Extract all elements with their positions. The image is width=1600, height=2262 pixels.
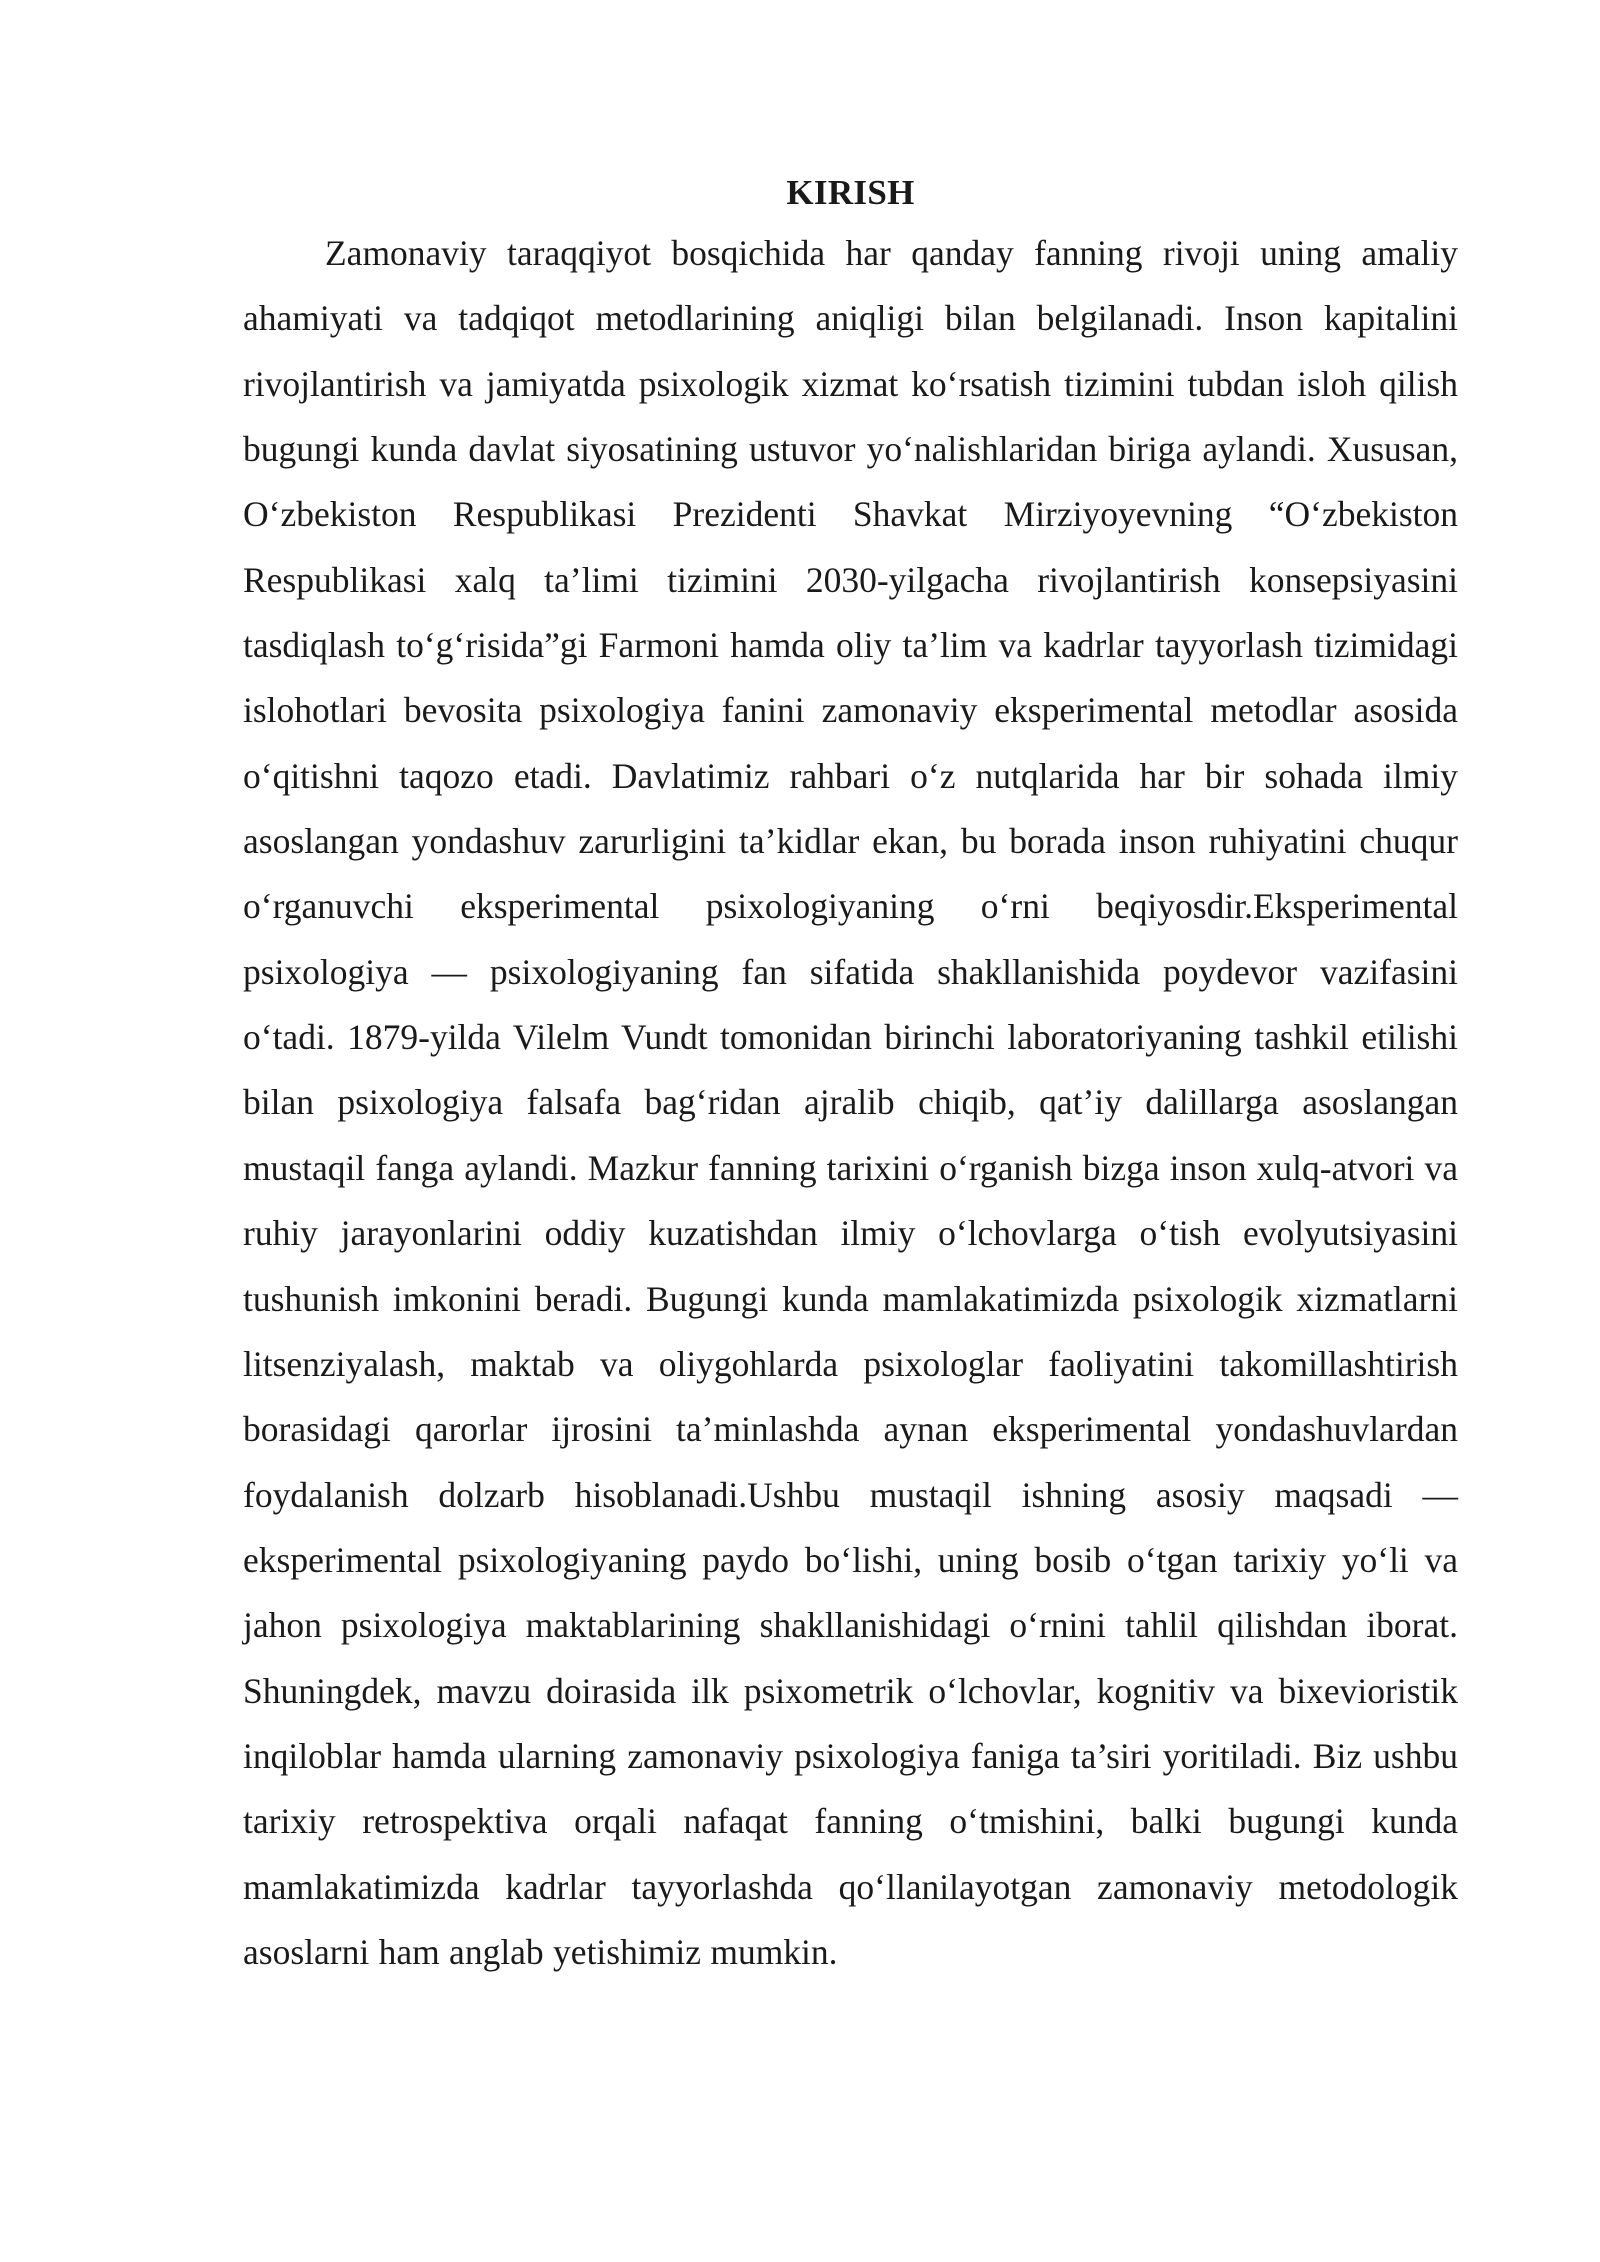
page-title: KIRISH [786,173,915,212]
body-paragraph: Zamonaviy taraqqiyot bosqichida har qanday fanning rivoji uning amaliy ahamiyati va tadqiqot metodlarining aniqligi bilan belgilanadi. Inson kapitalini rivojlantirish va jamiyatda psixologik xizmat ko‘rsatish tizimini tubdan isloh qilish bugungi kunda davlat siyosatining ustuvor yo‘nalishlaridan biriga aylandi. Xususan, O‘zbekiston Respublikasi Prezidenti Shavkat Mirziyoyevning “O‘zbekiston Respublikasi xalq ta’limi tizimini 2030-yilgacha rivojlantirish konsepsiyasini tasdiqlash to‘g‘risida”gi Farmoni hamda oliy ta’lim va kadrlar tayyorlash tizimidagi islohotlari bevosita psixologiya fanini zamonaviy eksperimental metodlar asosida o‘qitishni taqozo etadi. Davlatimiz rahbari o‘z nutqlarida har bir sohada ilmiy asoslangan yondashuv zarurligini ta’kidlar ekan, bu borada inson ruhiyatini chuqur o‘rganuvchi eksperimental psixologiyaning o‘rni beqiyosdir.Eksperimental psixologiya — psixologiyaning fan sifatida shakllanishida poydevor vazifasini o‘tadi. 1879-yilda Vilelm Vundt tomonidan birinchi laboratoriyaning tashkil etilishi bilan psixologiya falsafa bag‘ridan ajralib chiqib, qat’iy dalillarga asoslangan mustaqil fanga aylandi. Mazkur fanning tarixini o‘rganish bizga inson xulq-atvori va ruhiy jarayonlarini oddiy kuzatishdan ilmiy o‘lchovlarga o‘tish evolyutsiyasini tushunish imkonini beradi. Bugungi kunda mamlakatimizda psixologik xizmatlarni litsenziyalash, maktab va oliygohlarda psixologlar faoliyatini takomillashtirish borasidagi qarorlar ijrosini ta’minlashda aynan eksperimental yondashuvlardan foydalanish dolzarb hisoblanadi.Ushbu mustaqil ishning asosiy maqsadi — eksperimental psixologiyaning paydo bo‘lishi, uning bosib o‘tgan tarixiy yo‘li va jahon psixologiya maktablarining shakllanishidagi o‘rnini tahlil qilishdan iborat. Shuningdek, mavzu doirasida ilk psixometrik o‘lchovlar, kognitiv va bixevioristik inqiloblar hamda ularning zamonaviy psixologiya faniga ta’siri yoritiladi. Biz ushbu tarixiy retrospektiva orqali nafaqat fanning o‘tmishini, balki bugungi kunda mamlakatimizda kadrlar tayyorlashda qo‘llanilayotgan zamonaviy metodologik asoslarni ham anglab yetishimiz mumkin. [243,233,1458,1972]
page-content [243,165,1458,1985]
